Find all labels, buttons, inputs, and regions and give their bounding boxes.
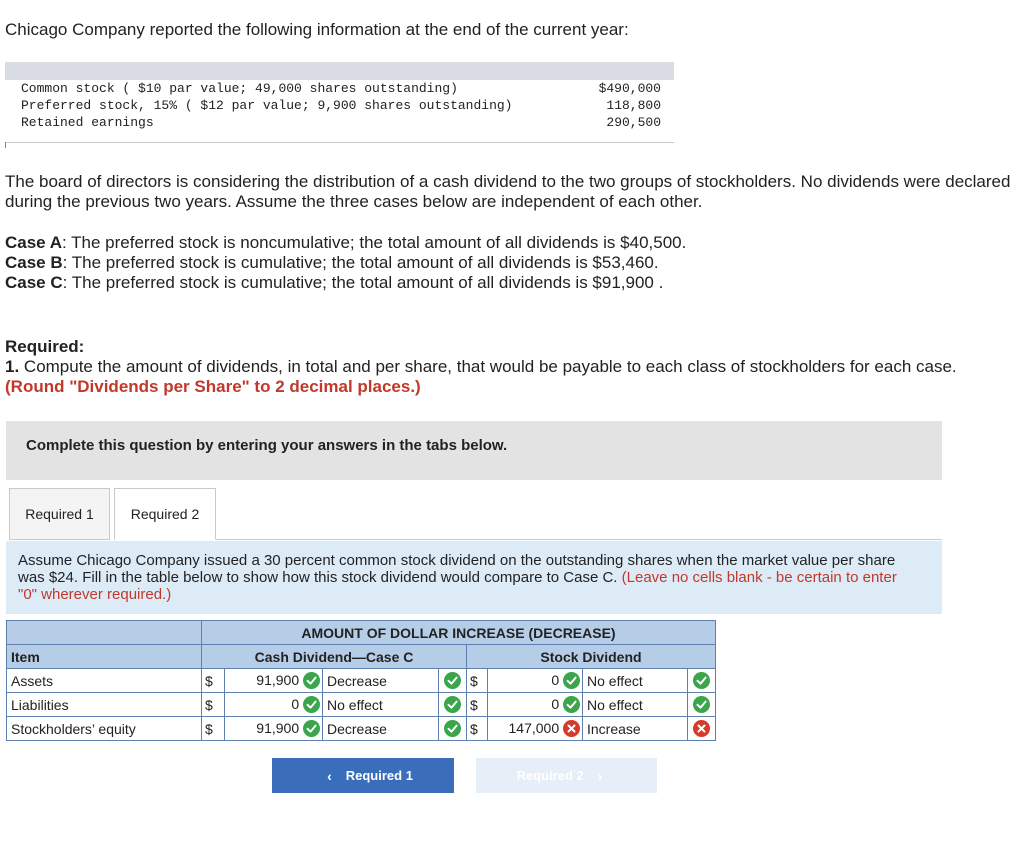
stock-info-header [5,62,674,80]
stock-effect-select[interactable]: No effect [583,693,688,717]
check-icon [444,696,461,713]
intro-text: Chicago Company reported the following information at the end of the current year: [5,20,629,39]
stock-info-box [5,62,674,144]
row-label: Liabilities [7,693,202,717]
table-row: Liabilities $ 0 No effect $ 0 No effect [7,693,716,717]
chevron-left-icon: ‹ [327,767,332,784]
cash-effect-select[interactable]: Decrease [323,717,439,741]
required-heading: Required: [5,337,85,356]
check-icon [563,672,580,689]
check-icon [303,672,320,689]
x-icon [563,720,580,737]
instructions-note: (Leave no cells blank - be certain to enter "0" wherever required.) [18,569,897,603]
table-row: Assets $ 91,900 Decrease $ 0 No effect [7,669,716,693]
row-label: Assets [7,669,202,693]
check-icon [444,672,461,689]
required-item: 1. Compute the amount of dividends, in total and per share, that would be payable to each class of stockholders for each case. [5,357,957,376]
col-header-stock: Stock Dividend [467,645,716,669]
stock-row-common: Common stock ( $10 par value; 49,000 shares outstanding) $490,000 [21,81,661,96]
x-icon [693,720,710,737]
col-header-cash: Cash Dividend—Case C [202,645,467,669]
cash-effect-select[interactable]: No effect [323,693,439,717]
cash-amount-input[interactable]: 0 [225,693,323,717]
required-section [5,337,1020,397]
tab-required-1[interactable]: Required 1 [9,488,110,540]
stock-row-retained: Retained earnings 290,500 [21,115,661,130]
stock-effect-select[interactable]: No effect [583,669,688,693]
col-header-item: Item [7,645,202,669]
instructions-text: Assume Chicago Company issued a 30 percent common stock dividend on the outstanding shares when the market value per share was $24. Fill in the table below to show how this stock dividend would compare to Case C. [18,552,896,586]
tab-required-2[interactable]: Required 2 [114,488,216,540]
check-icon [303,720,320,737]
cash-amount-input[interactable]: 91,900 [225,717,323,741]
row-label: Stockholders’ equity [7,717,202,741]
stock-amount-input[interactable]: 147,000 [488,717,583,741]
required-note: (Round "Dividends per Share" to 2 decimal places.) [5,377,421,396]
tab-instructions [6,541,942,614]
check-icon [444,720,461,737]
super-header: AMOUNT OF DOLLAR INCREASE (DECREASE) [202,621,716,645]
comparison-table [6,620,716,741]
stock-effect-select[interactable]: Increase [583,717,688,741]
panel-text: Complete this question by entering your answers in the tabs below. [26,437,508,454]
stock-row-preferred: Preferred stock, 15% ( $12 par value; 9,900 shares outstanding) 118,800 [21,98,661,113]
case-b: Case B: The preferred stock is cumulative; the total amount of all dividends is $53,460. [5,253,659,272]
stock-amount-input[interactable]: 0 [488,693,583,717]
instructions-panel [6,421,942,480]
table-row: Stockholders’ equity $ 91,900 Decrease $ 147,000 Increase [7,717,716,741]
cases-list [5,233,1015,293]
case-c: Case C: The preferred stock is cumulative; the total amount of all dividends is $91,900 . [5,273,664,292]
check-icon [303,696,320,713]
stock-amount-input[interactable]: 0 [488,669,583,693]
next-required-button[interactable]: Required 2 › [476,758,657,793]
board-text: The board of directors is considering the distribution of a cash dividend to the two groups of stockholders. No dividends were declared during the previous two years. Assume the three cases below are independent of each other. [5,172,1011,211]
chevron-right-icon: › [597,767,603,784]
check-icon [693,672,710,689]
check-icon [693,696,710,713]
table-super-header-row [7,621,716,645]
cash-amount-input[interactable]: 91,900 [225,669,323,693]
prev-required-button[interactable]: ‹ Required 1 [272,758,454,793]
case-a: Case A: The preferred stock is noncumulative; the total amount of all dividends is $40,500. [5,233,687,252]
table-header-row [7,645,716,669]
check-icon [563,696,580,713]
cash-effect-select[interactable]: Decrease [323,669,439,693]
